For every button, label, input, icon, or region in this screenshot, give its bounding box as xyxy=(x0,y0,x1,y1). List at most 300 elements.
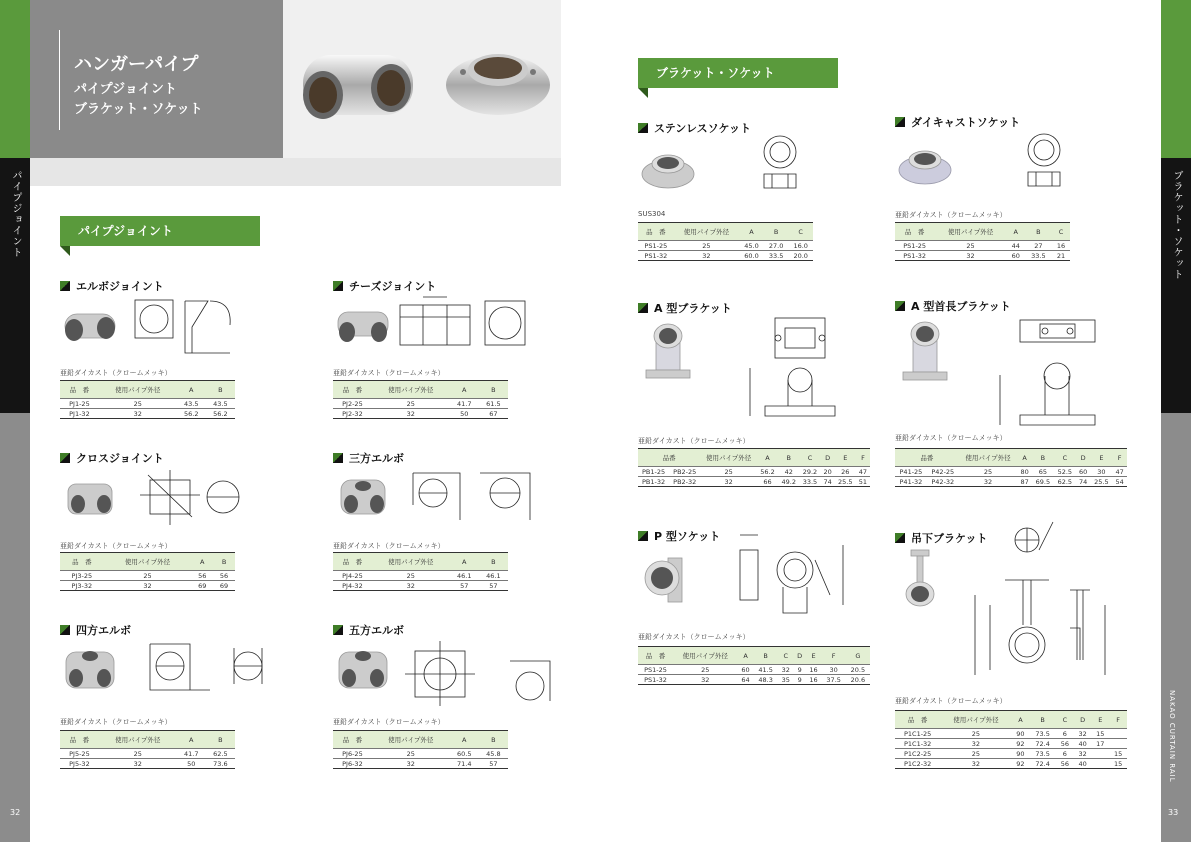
table-header-cell: 使用パイプ外径 xyxy=(959,449,1018,467)
table-cell: PS1-32 xyxy=(638,251,674,261)
table-cell: 56.2 xyxy=(177,409,206,419)
p-socket-drawing xyxy=(735,525,855,625)
table-cell: PS1-32 xyxy=(638,675,673,685)
table-cell: 27 xyxy=(1025,241,1052,251)
product-name: ステンレスソケット xyxy=(654,122,751,135)
table-cell: PS1-32 xyxy=(895,251,934,261)
table-cell: P41-32 xyxy=(895,477,927,487)
table-header-row xyxy=(638,223,813,241)
table-header-row xyxy=(638,449,870,467)
table-row xyxy=(638,241,813,251)
table-header-cell: 品 番 xyxy=(638,223,674,241)
material-note: 亜鉛ダイカスト（クロームメッキ） xyxy=(895,434,1007,442)
table-cell: 33.5 xyxy=(1025,251,1052,261)
table-header-cell: 使用パイプ外径 xyxy=(673,647,737,665)
table-row xyxy=(895,729,1127,739)
table-header-cell: 品 番 xyxy=(60,381,99,399)
spec-table-hanging-bracket xyxy=(895,710,1127,769)
table-header-cell: C xyxy=(1054,449,1076,467)
table-cell: 67 xyxy=(479,409,508,419)
table-cell: 25 xyxy=(372,399,450,409)
table-cell: 32 xyxy=(700,477,757,487)
table-cell: 41.7 xyxy=(177,749,206,759)
table-cell: 57 xyxy=(479,759,508,769)
table-cell: 29.2 xyxy=(799,467,820,477)
a-long-bracket-photo xyxy=(895,318,955,383)
table-cell: 45.0 xyxy=(739,241,764,251)
table-cell: 20.6 xyxy=(846,675,870,685)
table-header-row xyxy=(895,449,1127,467)
table-cell: 25 xyxy=(372,749,450,759)
table-cell: PJ6-25 xyxy=(333,749,372,759)
table-cell: 6 xyxy=(1056,749,1074,759)
table-header-cell: 品 番 xyxy=(60,731,99,749)
table-header-cell: A xyxy=(1017,449,1032,467)
table-header-row xyxy=(638,647,870,665)
table-row xyxy=(895,749,1127,759)
table-cell: PJ5-25 xyxy=(60,749,99,759)
p-socket-photo xyxy=(638,548,698,608)
table-cell: 16.0 xyxy=(788,241,813,251)
spec-table-p-socket xyxy=(638,646,870,685)
product-heading-five-way xyxy=(333,622,404,638)
product-name: チーズジョイント xyxy=(349,280,437,293)
table-cell: 41.5 xyxy=(754,665,778,675)
table-cell: 20 xyxy=(821,467,835,477)
table-cell: 71.4 xyxy=(450,759,479,769)
tees-drawing xyxy=(395,295,535,360)
table-cell: PJ5-32 xyxy=(60,759,99,769)
header-underband xyxy=(30,158,561,186)
table-header-cell: 品 番 xyxy=(895,223,934,241)
product-heading-a-long-bracket xyxy=(895,298,1011,314)
table-cell: 25 xyxy=(673,665,737,675)
table-cell: PB1-32 xyxy=(638,477,669,487)
table-cell: P1C1-25 xyxy=(895,729,940,739)
table-cell: 32 xyxy=(99,409,177,419)
heading-marker-icon xyxy=(333,453,343,463)
table-cell: PJ3-25 xyxy=(60,571,104,581)
table-row xyxy=(895,241,1070,251)
material-note: 亜鉛ダイカスト（クロームメッキ） xyxy=(60,718,172,726)
table-cell: PB1-25 xyxy=(638,467,669,477)
product-heading-stainless-socket xyxy=(638,120,751,136)
product-name: 五方エルボ xyxy=(349,624,404,637)
table-cell: PB2-25 xyxy=(669,467,700,477)
page-subtitle-1: パイプジョイント xyxy=(74,82,177,97)
table-cell: PJ1-25 xyxy=(60,399,99,409)
table-cell: PJ6-32 xyxy=(333,759,372,769)
page-subtitle-2: ブラケット・ソケット xyxy=(74,102,203,117)
table-cell: 17 xyxy=(1091,739,1109,749)
table-row xyxy=(333,581,508,591)
table-cell: 26 xyxy=(835,467,856,477)
table-cell: 16 xyxy=(1052,241,1070,251)
left-gray-bar xyxy=(0,0,30,158)
product-name: A 型首長ブラケット xyxy=(911,300,1011,313)
right-gray-lower xyxy=(1161,413,1191,842)
table-header-cell: F xyxy=(1109,711,1127,729)
table-cell: 60 xyxy=(1076,467,1091,477)
table-header-row xyxy=(60,553,235,571)
table-row xyxy=(333,759,508,769)
section-banner-pipe-joint: パイプジョイント xyxy=(60,216,260,246)
table-row xyxy=(60,409,235,419)
table-row xyxy=(638,665,870,675)
spec-table-stainless-socket xyxy=(638,222,813,261)
table-cell: 56.2 xyxy=(206,409,235,419)
table-cell: P42-25 xyxy=(927,467,959,477)
table-cell: 50 xyxy=(177,759,206,769)
table-cell: 6 xyxy=(1056,729,1074,739)
table-cell: 32 xyxy=(940,759,1011,769)
table-header-cell: 品番 xyxy=(895,449,959,467)
product-heading-p-socket xyxy=(638,528,720,544)
table-cell: 43.5 xyxy=(206,399,235,409)
table-cell: PJ2-32 xyxy=(333,409,372,419)
table-header-cell: 品 番 xyxy=(895,711,940,729)
table-cell: 32 xyxy=(934,251,1006,261)
section-banner-tail xyxy=(60,246,70,256)
table-header-row xyxy=(60,381,235,399)
spec-table-cross xyxy=(60,552,235,591)
table-header-cell: C xyxy=(778,647,794,665)
material-note: 亜鉛ダイカスト（クロームメッキ） xyxy=(60,542,172,550)
table-cell: 69 xyxy=(213,581,235,591)
table-cell: 35 xyxy=(778,675,794,685)
table-cell: 66 xyxy=(757,477,778,487)
table-header-cell: D xyxy=(794,647,806,665)
table-cell: PJ1-32 xyxy=(60,409,99,419)
a-bracket-photo xyxy=(638,318,698,383)
heading-marker-icon xyxy=(333,281,343,291)
table-row xyxy=(333,409,508,419)
left-side-label: パイプジョイント xyxy=(10,170,21,258)
table-cell xyxy=(1091,759,1109,769)
table-cell: 25 xyxy=(940,749,1011,759)
table-cell: 62.5 xyxy=(1054,477,1076,487)
table-cell: 69 xyxy=(191,581,213,591)
product-name: エルボジョイント xyxy=(76,280,164,293)
spec-table-three-way xyxy=(333,552,508,591)
table-cell: 25.5 xyxy=(835,477,856,487)
table-header-cell: A xyxy=(191,553,213,571)
table-header-cell: 使用パイプ外径 xyxy=(99,381,177,399)
table-cell: 41.7 xyxy=(450,399,479,409)
spec-table-a-bracket xyxy=(638,448,870,487)
table-header-cell: A xyxy=(739,223,764,241)
table-header-cell: C xyxy=(788,223,813,241)
material-note: 亜鉛ダイカスト（クロームメッキ） xyxy=(60,369,172,377)
table-cell: 9 xyxy=(794,675,806,685)
table-row xyxy=(60,571,235,581)
table-cell: P1C1-32 xyxy=(895,739,940,749)
table-header-cell: A xyxy=(757,449,778,467)
table-cell: 46.1 xyxy=(450,571,479,581)
table-cell: 87 xyxy=(1017,477,1032,487)
table-row xyxy=(638,477,870,487)
table-cell: 27.0 xyxy=(764,241,789,251)
table-header-row xyxy=(895,223,1070,241)
table-cell: 25 xyxy=(674,241,740,251)
table-header-row xyxy=(895,711,1127,729)
table-cell: 72.4 xyxy=(1029,739,1056,749)
material-note: 亜鉛ダイカスト（クロームメッキ） xyxy=(333,718,445,726)
table-header-cell: E xyxy=(806,647,822,665)
table-header-cell: B xyxy=(764,223,789,241)
table-header-cell: B xyxy=(206,731,235,749)
table-row xyxy=(895,251,1070,261)
table-header-cell: C xyxy=(1056,711,1074,729)
table-header-cell: A xyxy=(738,647,754,665)
table-cell: 15 xyxy=(1091,729,1109,739)
right-side-label: ブラケット・ソケット xyxy=(1171,170,1182,280)
table-header-row xyxy=(333,731,508,749)
table-cell: 57 xyxy=(479,581,508,591)
table-header-cell: 品 番 xyxy=(333,553,372,571)
table-cell: 30 xyxy=(1090,467,1112,477)
table-cell: 90 xyxy=(1012,729,1030,739)
table-cell: 61.5 xyxy=(479,399,508,409)
spec-table-diecast-socket xyxy=(895,222,1070,261)
table-cell: 56 xyxy=(191,571,213,581)
table-header-row xyxy=(333,553,508,571)
heading-marker-icon xyxy=(638,531,648,541)
table-cell: 25 xyxy=(99,399,177,409)
diecast-socket-drawing xyxy=(1020,128,1080,198)
table-header-cell: C xyxy=(799,449,820,467)
table-cell: 73.5 xyxy=(1029,729,1056,739)
table-cell: 16 xyxy=(806,665,822,675)
table-cell: 25 xyxy=(700,467,757,477)
table-cell: 48.3 xyxy=(754,675,778,685)
cross-photo xyxy=(60,470,120,525)
table-cell: 32 xyxy=(674,251,740,261)
table-row xyxy=(333,571,508,581)
table-row xyxy=(333,399,508,409)
table-header-cell: B xyxy=(479,553,508,571)
table-cell: 25 xyxy=(372,571,450,581)
table-cell: 73.5 xyxy=(1029,749,1056,759)
table-header-cell: D xyxy=(1076,449,1091,467)
table-header-cell: B xyxy=(206,381,235,399)
table-header-cell: A xyxy=(450,553,479,571)
material-note: 亜鉛ダイカスト（クロームメッキ） xyxy=(638,633,750,641)
table-cell: 60 xyxy=(738,665,754,675)
cross-drawing xyxy=(130,465,250,535)
table-cell: 33.5 xyxy=(764,251,789,261)
table-cell: 32 xyxy=(1074,729,1092,739)
table-cell: P42-32 xyxy=(927,477,959,487)
table-header-cell: B xyxy=(213,553,235,571)
table-row xyxy=(895,739,1127,749)
table-cell: 40 xyxy=(1074,739,1092,749)
table-cell: 60.5 xyxy=(450,749,479,759)
tees-photo xyxy=(333,300,393,350)
heading-marker-icon xyxy=(895,117,905,127)
heading-marker-icon xyxy=(333,625,343,635)
stainless-socket-drawing xyxy=(758,130,818,200)
table-row xyxy=(60,581,235,591)
table-cell: 65 xyxy=(1032,467,1054,477)
table-cell: 92 xyxy=(1012,739,1030,749)
table-cell: 25 xyxy=(959,467,1018,477)
table-cell: 60.0 xyxy=(739,251,764,261)
product-heading-four-way xyxy=(60,622,131,638)
table-cell: 37.5 xyxy=(822,675,846,685)
table-cell: 32 xyxy=(372,581,450,591)
table-header-cell: 使用パイプ外径 xyxy=(934,223,1006,241)
table-cell xyxy=(1109,729,1127,739)
table-cell: PJ2-25 xyxy=(333,399,372,409)
table-cell: 32 xyxy=(1074,749,1092,759)
table-cell: P1C2-32 xyxy=(895,759,940,769)
table-cell: 32 xyxy=(673,675,737,685)
table-cell: 25.5 xyxy=(1090,477,1112,487)
table-cell: PB2-32 xyxy=(669,477,700,487)
table-cell: 25 xyxy=(940,729,1011,739)
table-cell: 47 xyxy=(1112,467,1127,477)
table-cell: 52.5 xyxy=(1054,467,1076,477)
section-banner-tail xyxy=(638,88,648,98)
heading-marker-icon xyxy=(638,123,648,133)
table-header-cell: D xyxy=(821,449,835,467)
table-row xyxy=(638,675,870,685)
table-header-cell: 使用パイプ外径 xyxy=(99,731,177,749)
material-note: 亜鉛ダイカスト（クロームメッキ） xyxy=(638,437,750,445)
table-header-cell: 使用パイプ外径 xyxy=(372,731,450,749)
diecast-socket-photo xyxy=(895,136,955,191)
table-row xyxy=(638,251,813,261)
table-header-cell: B xyxy=(754,647,778,665)
page-number-right: 33 xyxy=(1168,808,1179,817)
four-way-drawing xyxy=(130,638,270,698)
product-name: P 型ソケット xyxy=(654,530,721,543)
table-cell: 32 xyxy=(372,409,450,419)
table-cell: PJ4-32 xyxy=(333,581,372,591)
table-cell: 74 xyxy=(821,477,835,487)
table-cell: 57 xyxy=(450,581,479,591)
table-cell: 60 xyxy=(1007,251,1025,261)
table-header-cell: F xyxy=(856,449,870,467)
product-name: A 型ブラケット xyxy=(654,302,732,315)
table-header-cell: A xyxy=(1007,223,1025,241)
table-header-cell: 品 番 xyxy=(333,381,372,399)
page-number-left: 32 xyxy=(10,808,21,817)
table-header-row xyxy=(60,731,235,749)
table-cell: 40 xyxy=(1074,759,1092,769)
product-name: 三方エルボ xyxy=(349,452,404,465)
table-cell: 25 xyxy=(934,241,1006,251)
product-heading-a-bracket xyxy=(638,300,732,316)
product-name: クロスジョイント xyxy=(76,452,164,465)
table-cell: 32 xyxy=(99,759,177,769)
table-header-cell: 使用パイプ外径 xyxy=(940,711,1011,729)
a-bracket-drawing xyxy=(745,298,855,428)
heading-marker-icon xyxy=(60,453,70,463)
table-header-cell: D xyxy=(1074,711,1092,729)
page-title: ハンガーパイプ xyxy=(74,54,199,75)
spec-table-a-long-bracket xyxy=(895,448,1127,487)
table-cell: 74 xyxy=(1076,477,1091,487)
heading-marker-icon xyxy=(60,625,70,635)
spec-table-elbow xyxy=(60,380,235,419)
table-cell xyxy=(1091,749,1109,759)
table-cell xyxy=(1109,739,1127,749)
table-cell: 32 xyxy=(104,581,192,591)
table-header-cell: 使用パイプ外径 xyxy=(700,449,757,467)
elbow-and-socket-image xyxy=(283,0,561,158)
table-cell: 20.5 xyxy=(846,665,870,675)
table-cell: 42 xyxy=(778,467,799,477)
table-cell: 56.2 xyxy=(757,467,778,477)
spec-table-five-way xyxy=(333,730,508,769)
table-header-cell: 使用パイプ外径 xyxy=(372,553,450,571)
table-cell: 51 xyxy=(856,477,870,487)
table-header-cell: B xyxy=(479,731,508,749)
stainless-socket-photo xyxy=(638,140,698,195)
table-cell: 64 xyxy=(738,675,754,685)
table-header-cell: 使用パイプ外径 xyxy=(674,223,740,241)
product-name: 四方エルボ xyxy=(76,624,131,637)
three-way-photo xyxy=(333,470,393,525)
table-cell: 72.4 xyxy=(1029,759,1056,769)
four-way-photo xyxy=(60,642,120,697)
table-row xyxy=(895,467,1127,477)
table-header-cell: B xyxy=(1025,223,1052,241)
table-row xyxy=(333,749,508,759)
material-note: 亜鉛ダイカスト（クロームメッキ） xyxy=(333,542,445,550)
table-cell: 20.0 xyxy=(788,251,813,261)
product-heading-elbow xyxy=(60,278,164,294)
table-header-cell: B xyxy=(1029,711,1056,729)
table-cell: P41-25 xyxy=(895,467,927,477)
table-header-cell: F xyxy=(1112,449,1127,467)
header-photo xyxy=(283,0,561,158)
table-header-cell: 使用パイプ外径 xyxy=(372,381,450,399)
table-cell: 54 xyxy=(1112,477,1127,487)
table-header-cell: E xyxy=(835,449,856,467)
table-cell: 32 xyxy=(959,477,1018,487)
product-heading-tees xyxy=(333,278,436,294)
table-cell: 32 xyxy=(372,759,450,769)
table-cell: 43.5 xyxy=(177,399,206,409)
table-header-cell: E xyxy=(1091,711,1109,729)
material-note: 亜鉛ダイカスト（クロームメッキ） xyxy=(895,211,1007,219)
table-cell: 56 xyxy=(213,571,235,581)
heading-marker-icon xyxy=(60,281,70,291)
material-note: 亜鉛ダイカスト（クロームメッキ） xyxy=(333,369,445,377)
table-header-cell: B xyxy=(479,381,508,399)
elbow-drawing xyxy=(130,295,240,365)
table-cell: 47 xyxy=(856,467,870,477)
table-header-cell: G xyxy=(846,647,870,665)
right-green-bar xyxy=(1161,0,1191,158)
table-cell: PS1-25 xyxy=(638,241,674,251)
table-header-row xyxy=(333,381,508,399)
table-header-cell: C xyxy=(1052,223,1070,241)
spec-table-four-way xyxy=(60,730,235,769)
table-cell: 9 xyxy=(794,665,806,675)
table-header-cell: 使用パイプ外径 xyxy=(104,553,192,571)
table-header-cell: A xyxy=(177,381,206,399)
table-cell: 50 xyxy=(450,409,479,419)
three-way-drawing xyxy=(405,465,545,525)
table-cell: 44 xyxy=(1007,241,1025,251)
table-cell: PJ3-32 xyxy=(60,581,104,591)
table-cell: 62.5 xyxy=(206,749,235,759)
table-cell: 49.2 xyxy=(778,477,799,487)
